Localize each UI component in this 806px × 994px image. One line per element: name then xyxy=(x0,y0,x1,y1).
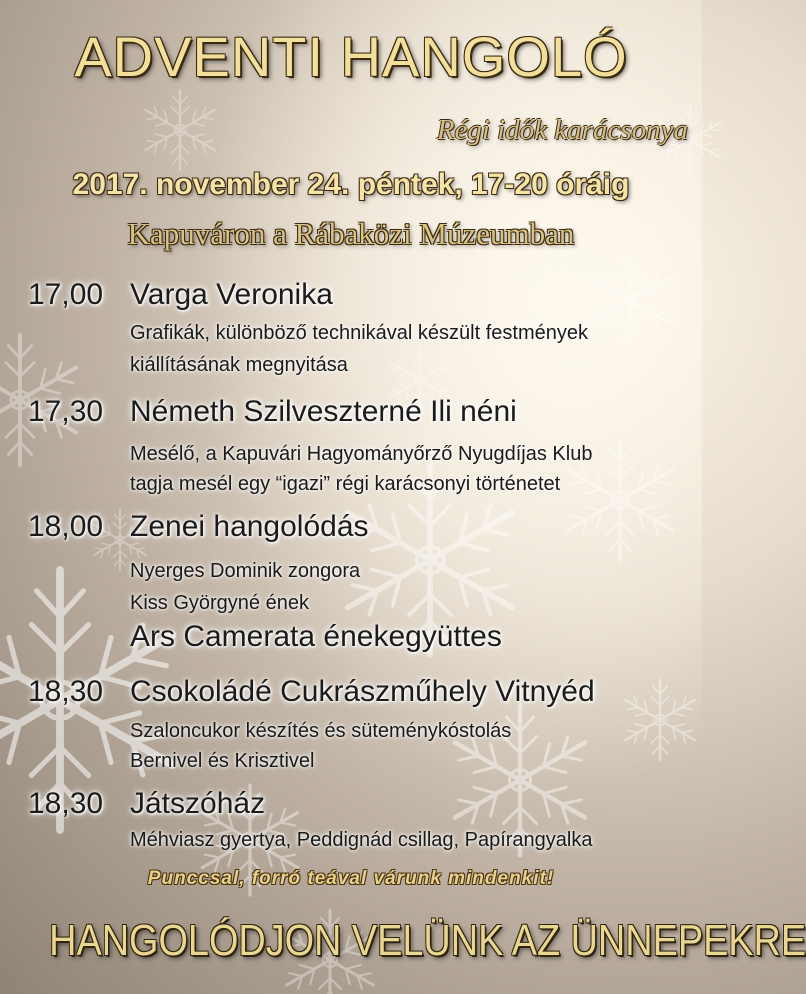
program-time: 17,00 xyxy=(28,278,104,311)
poster-title: ADVENTI HANGOLÓ xyxy=(74,25,628,88)
program-description-line: Mesélő, a Kapuvári Hagyományőrző Nyugdíjas Klub xyxy=(130,443,593,465)
closing-slogan: HANGOLÓDJON VELÜNK AZ ÜNNEPEKRE xyxy=(49,916,806,965)
program-title: Játszóház xyxy=(130,787,266,820)
program-description-line: tagja mesél egy “igazi” régi karácsonyi történetet xyxy=(130,473,561,495)
poster-subtitle: Régi idők karácsonya xyxy=(436,114,688,146)
program-description-line: Bernivel és Krisztivel xyxy=(130,750,315,772)
program-description-line: Szaloncukor készítés és süteménykóstolás xyxy=(130,720,512,742)
program-title: Németh Szilveszterné Ili néni xyxy=(130,395,517,428)
program-extra-title: Ars Camerata énekegyüttes xyxy=(130,620,502,653)
program-description-line: kiállításának megnyitása xyxy=(130,354,348,376)
program-description-line: Kiss Györgyné ének xyxy=(130,592,309,614)
program-time: 18,30 xyxy=(28,675,104,708)
program-title: Varga Veronika xyxy=(130,278,333,311)
event-date: 2017. november 24. péntek, 17-20 óráig xyxy=(72,168,630,201)
program-description-line: Nyerges Dominik zongora xyxy=(130,560,361,582)
program-description-line: Méhviasz gyertya, Peddignád csillag, Papírangyalka xyxy=(130,829,593,851)
program-time: 17,30 xyxy=(28,395,104,428)
program-title: Zenei hangolódás xyxy=(130,510,369,543)
invitation-text: Punccsal, forró teával várunk mindenkit! xyxy=(147,868,555,889)
program-time: 18,30 xyxy=(28,787,104,820)
program-description-line: Grafikák, különböző technikával készült festmények xyxy=(130,322,588,344)
event-venue: Kapuváron a Rábaközi Múzeumban xyxy=(127,216,575,251)
program-title: Csokoládé Cukrászműhely Vitnyéd xyxy=(130,675,595,708)
program-time: 18,00 xyxy=(28,510,104,543)
